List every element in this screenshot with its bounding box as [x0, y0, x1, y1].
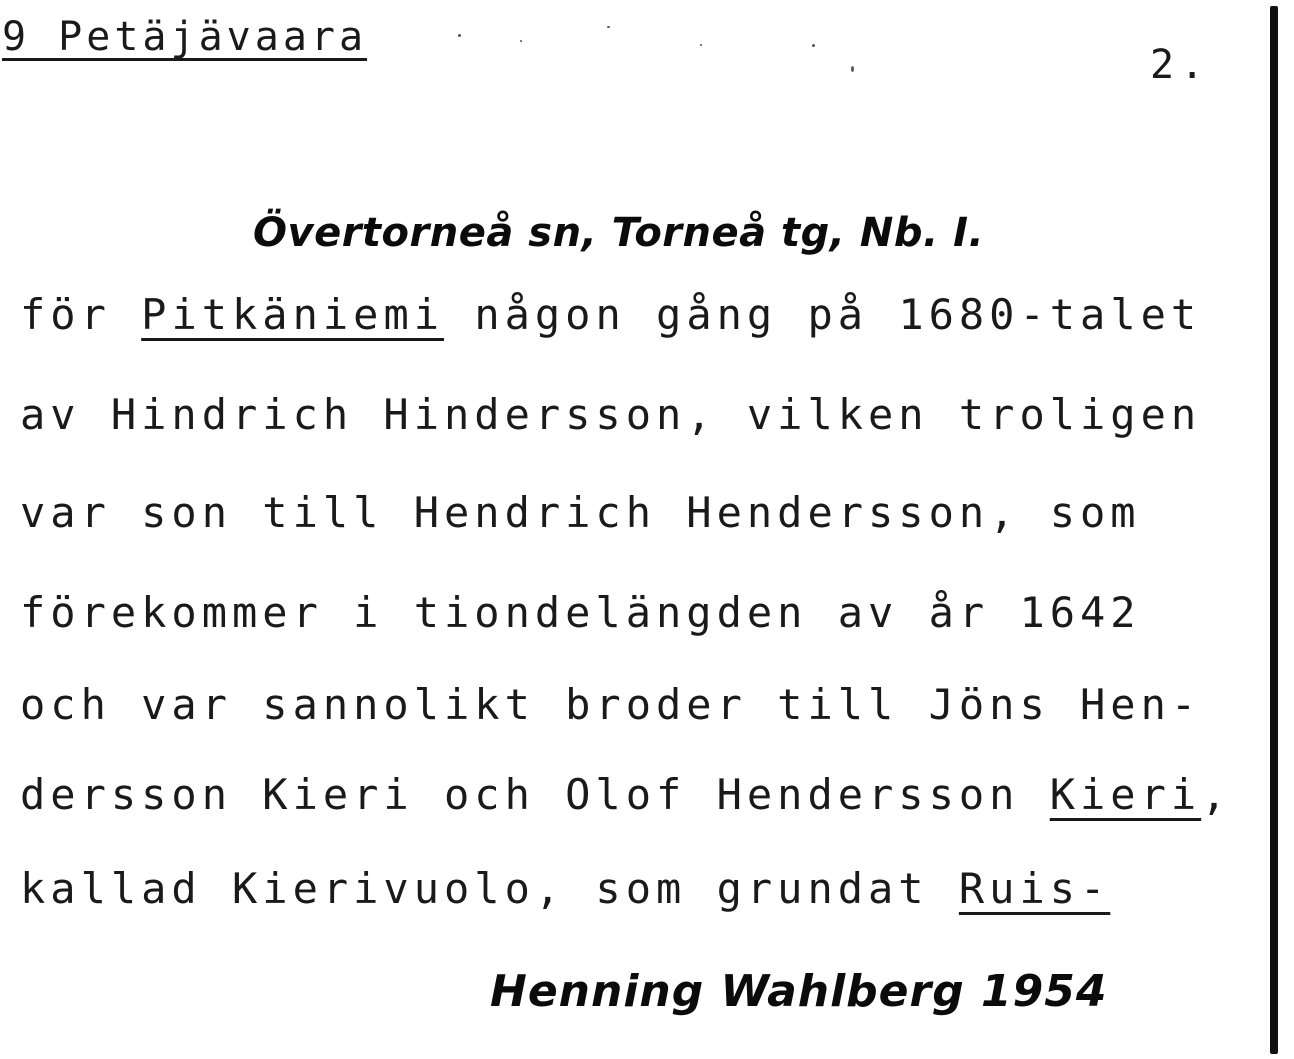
body-line-5	[20, 680, 1201, 729]
locality-stamp: Övertorneå sn, Torneå tg, Nb. I.	[253, 210, 985, 256]
line-text: kallad Kierivuolo, som grundat	[20, 864, 959, 913]
body-line-4	[20, 588, 1141, 637]
line-text: någon gång på 1680-talet	[444, 290, 1202, 339]
line-text: dersson Kieri och Olof Hendersson	[20, 770, 1050, 819]
scan-speck	[607, 26, 610, 28]
underlined-surname: Kieri	[1049, 770, 1202, 819]
line-text: ,	[1201, 770, 1232, 819]
card-title: 9 Petäjävaara	[2, 14, 368, 60]
scan-speck	[520, 40, 522, 42]
body-line-7	[20, 864, 1110, 913]
author-signature-stamp: Henning Wahlberg 1954	[490, 966, 1108, 1017]
body-line-6	[20, 770, 1231, 819]
scan-speck	[812, 44, 815, 47]
scan-speck	[851, 66, 854, 72]
line-text: var son till Hendrich Hendersson, som	[20, 488, 1141, 537]
line-text: för	[20, 290, 142, 339]
line-text: och var sannolikt broder till Jöns Hen-	[20, 680, 1202, 729]
body-line-3	[20, 488, 1141, 537]
body-line-2	[20, 390, 1201, 439]
body-line-1	[20, 290, 1201, 339]
scan-speck	[458, 34, 461, 37]
right-border-line	[1270, 6, 1278, 1054]
line-text: av Hindrich Hindersson, vilken troligen	[20, 390, 1202, 439]
scan-speck	[700, 44, 702, 46]
page-number: 2.	[1150, 42, 1211, 88]
underlined-place-name: Ruis-	[958, 864, 1111, 913]
line-text: förekommer i tiondelängden av år 1642	[20, 588, 1141, 637]
underlined-place-name: Pitkäniemi	[141, 290, 445, 339]
